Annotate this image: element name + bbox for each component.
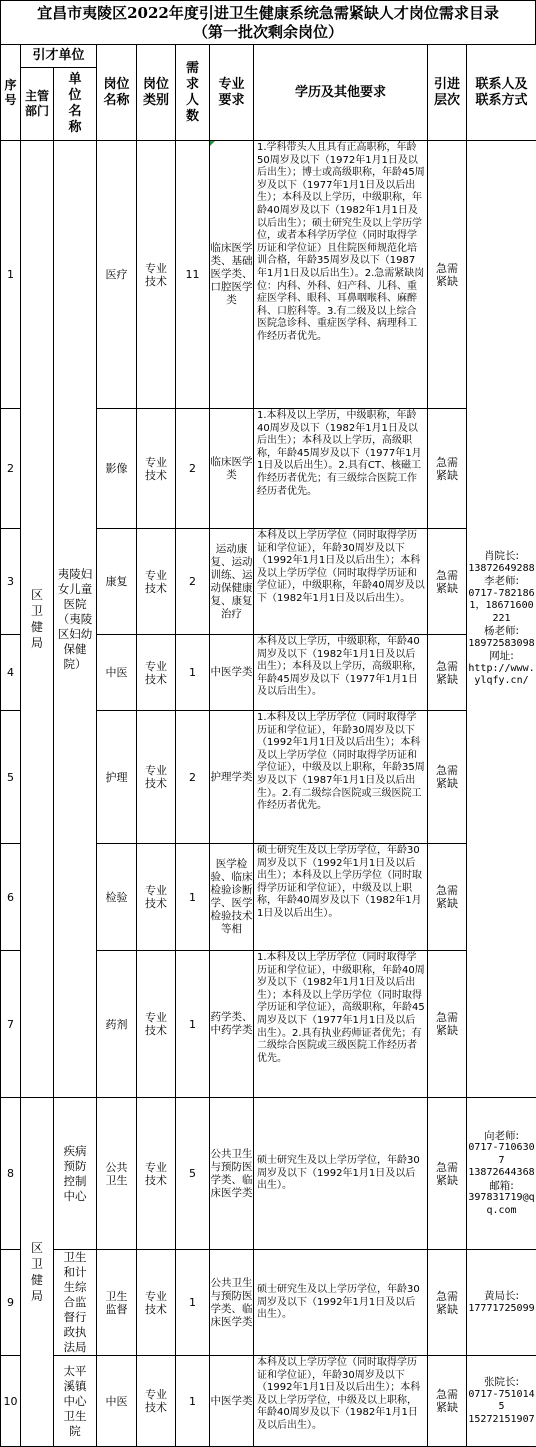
contact-phone-2: 0717-7821861，18671600221 [467, 588, 536, 626]
table-row [1, 141, 536, 409]
cell-seq: 9 [1, 1250, 21, 1356]
cell-seq: 6 [1, 844, 21, 951]
cell-level: 急需紧缺 [428, 951, 467, 1098]
cell-type: 专业技术 [137, 141, 176, 409]
cell-seq: 8 [1, 1098, 21, 1250]
cell-edu: 本科及以上学历，中级职称，年龄40周岁及以下（1982年1月1日及以后出生）；本科及以上学历，高级职称，年龄45周岁及以下（1977年1月1日及以后出生）。 [254, 635, 428, 711]
cell-count: 1 [176, 1250, 210, 1356]
cell-count: 2 [176, 711, 210, 844]
contact-cdc-name: 向老师: [467, 1130, 536, 1143]
cell-unit-jiandu: 卫生和计生综合监督行政执法局 [54, 1250, 97, 1356]
cell-contact-jiandu [467, 1250, 536, 1356]
cell-seq: 2 [1, 409, 21, 529]
cell-major: 药学类、中药学类 [210, 951, 254, 1098]
cell-post: 医疗 [97, 141, 137, 409]
cell-major: 中医学类 [210, 635, 254, 711]
contact-taiping-phone: 0717-7510145 [467, 1389, 536, 1414]
contact-phone-1: 13872649288 [467, 563, 536, 576]
cell-post: 康复 [97, 529, 137, 635]
cell-post: 中医 [97, 635, 137, 711]
table-row [1, 1356, 536, 1447]
cell-type: 专业技术 [137, 1356, 176, 1447]
contact-name-3: 杨老师: [467, 625, 536, 638]
cell-major: 临床医学类 [210, 409, 254, 529]
header-contact: 联系人及联系方式 [467, 45, 536, 141]
cell-level: 急需紧缺 [428, 1250, 467, 1356]
cell-post: 影像 [97, 409, 137, 529]
cell-seq: 7 [1, 951, 21, 1098]
cell-unit-taiping: 太平溪镇中心卫生院 [54, 1356, 97, 1447]
header-major: 专业要求 [210, 45, 254, 141]
contact-cdc-mail[interactable]: 397831719@qq.com [467, 1192, 536, 1217]
header-dept: 主管部门 [21, 68, 54, 141]
cell-major: 运动康复、运动训练、运动保健康复、康复治疗 [210, 529, 254, 635]
cell-level: 急需紧缺 [428, 635, 467, 711]
cell-level: 急需紧缺 [428, 1356, 467, 1447]
contact-taiping-name: 张院长: [467, 1376, 536, 1389]
cell-edu: 硕士研究生及以上学历学位，年龄30周岁及以下（1992年1月1日及以后出生）。 [254, 1250, 428, 1356]
header-row-1 [1, 45, 536, 68]
cell-edu: 硕士研究生及以上学历学位，年龄30周岁及以下（1992年1月1日及以后出生）；本科及以上学历学位（同时取得学历证和学位证），中级及以上职称，年龄40周岁及以下（1982年1月1日及以后出生）。 [254, 844, 428, 951]
requirements-table [0, 44, 536, 1447]
cell-major: 医学检验、临床检验诊断学、医学检验技术等相 [210, 844, 254, 951]
contact-phone-3: 18972583098 [467, 638, 536, 651]
contact-web-link[interactable]: http://www.ylqfy.cn/ [467, 663, 536, 688]
cell-type: 专业技术 [137, 409, 176, 529]
cell-edu: 1.学科带头人且具有正高职称，年龄50周岁及以下（1972年1月1日及以后出生）；博士或高级职称，年龄45周岁及以下（1977年1月1日及以后出生）；本科及以上学历，中级职称，年龄40周岁及以下（1982年1月1日及以后出生）；硕士研究生及以上学历学位，或者本科学历学位（同时取得学历证和学位证）且住院医师规范化培训合格，年龄35周岁及以下（1987年1月1日及以后出生）。2.急需紧缺岗位：内科、外科、妇产科、儿科、重症医学科、眼科、耳鼻咽喉科、麻醉科、口腔科等。3.有二级及以上综合医院急诊科、重症医学科、病理科工作经历者优先。 [254, 141, 428, 409]
cell-major: 公共卫生与预防医学类、临床医学类 [210, 1250, 254, 1356]
cell-type: 专业技术 [137, 711, 176, 844]
cell-type: 专业技术 [137, 844, 176, 951]
cell-edu: 1.本科及以上学历学位（同时取得学历证和学位证），中级职称，年龄40周岁及以下（1982年1月1日及以后出生）；本科及以上学历学位（同时取得学历证和学位证），高级职称，年龄45周岁及以下（1977年1月1日及以后出生）。2.具有执业药师证者优先；有二级综合医院或三级医院工作经历者优先。 [254, 951, 428, 1098]
cell-count: 1 [176, 951, 210, 1098]
title-line-1: 宜昌市夷陵区2022年度引进卫生健康系统急需紧缺人才岗位需求目录 [37, 4, 499, 23]
cell-seq: 4 [1, 635, 21, 711]
contact-taiping-mobile: 15272151907 [467, 1414, 536, 1427]
cell-edu: 1.本科及以上学历学位（同时取得学历证和学位证），年龄30周岁及以下（1992年1月1日及以后出生）；本科及以上学历学位（同时取得学历证和学位证），中级及以上职称，年龄35周岁及以下（1987年1月1日及以后出生）。2.有二级综合医院或三级医院工作经历者优先。 [254, 711, 428, 844]
cell-dept-b: 区卫健局 [21, 1098, 54, 1447]
cell-count: 2 [176, 529, 210, 635]
contact-cdc-mobile: 13872644368 [467, 1167, 536, 1180]
cell-dept-a: 区卫健局 [21, 141, 54, 1098]
header-seq: 序号 [1, 45, 21, 141]
contact-name-1: 肖院长: [467, 550, 536, 563]
cell-type: 专业技术 [137, 1098, 176, 1250]
table-row [1, 1250, 536, 1356]
contact-name-2: 李老师: [467, 575, 536, 588]
cell-post: 检验 [97, 844, 137, 951]
cell-type: 专业技术 [137, 529, 176, 635]
cell-seq: 5 [1, 711, 21, 844]
header-edu: 学历及其他要求 [254, 45, 428, 141]
cell-unit-cdc: 疾病预防控制中心 [54, 1098, 97, 1250]
header-post-name: 岗位名称 [97, 45, 137, 141]
cell-unit-fuyou: 夷陵妇女儿童医院（夷陵区妇幼保健院） [54, 141, 97, 1098]
header-post-type: 岗位类别 [137, 45, 176, 141]
cell-type: 专业技术 [137, 635, 176, 711]
cell-count: 1 [176, 635, 210, 711]
header-unit: 单位名称 [54, 68, 97, 141]
contact-cdc-mail-label: 邮箱: [467, 1180, 536, 1193]
cell-type: 专业技术 [137, 1250, 176, 1356]
cell-edu: 本科及以上学历学位（同时取得学历证和学位证），年龄30周岁及以下（1992年1月1日及以后出生）；本科及以上学历学位（同时取得学历证和学位证），中级职称，年龄40周岁及以下（1982年1月1日及以后出生）。 [254, 529, 428, 635]
header-count: 需求人数 [176, 45, 210, 141]
document-title [0, 0, 536, 44]
cell-edu: 1.本科及以上学历，中级职称，年龄40周岁及以下（1982年1月1日及以后出生）；本科及以上学历，高级职称，年龄45周岁及以下（1977年1月1日及以后出生）。2.具有CT、核磁工作经历者优先；有三级综合医院工作经历者优先。 [254, 409, 428, 529]
cell-post: 公共卫生 [97, 1098, 137, 1250]
contact-jiandu-phone: 17771725099 [467, 1303, 536, 1316]
cell-seq: 10 [1, 1356, 21, 1447]
table-row [1, 1098, 536, 1250]
cell-level: 急需紧缺 [428, 529, 467, 635]
cell-seq: 1 [1, 141, 21, 409]
contact-jiandu-name: 黄局长: [467, 1290, 536, 1303]
cell-major: 公共卫生与预防医学类、临床医学类 [210, 1098, 254, 1250]
cell-count: 1 [176, 844, 210, 951]
cell-post: 药剂 [97, 951, 137, 1098]
cell-level: 急需紧缺 [428, 844, 467, 951]
cell-level: 急需紧缺 [428, 711, 467, 844]
cell-contact-fuyou [467, 141, 536, 1098]
cell-contact-taiping [467, 1356, 536, 1447]
cell-count: 11 [176, 141, 210, 409]
cell-contact-cdc [467, 1098, 536, 1250]
header-level: 引进层次 [428, 45, 467, 141]
cell-count: 1 [176, 1356, 210, 1447]
contact-cdc-phone: 0717-7106307 [467, 1142, 536, 1167]
contact-web-label: 网址: [467, 650, 536, 663]
header-unit-group: 引才单位 [21, 45, 97, 68]
cell-count: 2 [176, 409, 210, 529]
cell-major: 护理学类 [210, 711, 254, 844]
cell-edu: 本科及以上学历学位（同时取得学历证和学位证），年龄30周岁及以下（1992年1月1日及以后出生）；本科及以上学历学位，中级及以上职称，年龄40周岁及以下（1982年1月1日及以后出生）。 [254, 1356, 428, 1447]
cell-level: 急需紧缺 [428, 409, 467, 529]
cell-level: 急需紧缺 [428, 141, 467, 409]
cell-count: 5 [176, 1098, 210, 1250]
cell-post: 护理 [97, 711, 137, 844]
cell-post: 卫生监督 [97, 1250, 137, 1356]
title-line-2: （第一批次剩余岗位） [193, 23, 343, 42]
cell-seq: 3 [1, 529, 21, 635]
cell-type: 专业技术 [137, 951, 176, 1098]
cell-post: 中医 [97, 1356, 137, 1447]
cell-major: 中医学类 [210, 1356, 254, 1447]
cell-major: 临床医学类、基础医学类、口腔医学类 [210, 141, 254, 409]
cell-level: 急需紧缺 [428, 1098, 467, 1250]
cell-edu: 硕士研究生及以上学历学位，年龄30周岁及以下（1992年1月1日及以后出生）。 [254, 1098, 428, 1250]
